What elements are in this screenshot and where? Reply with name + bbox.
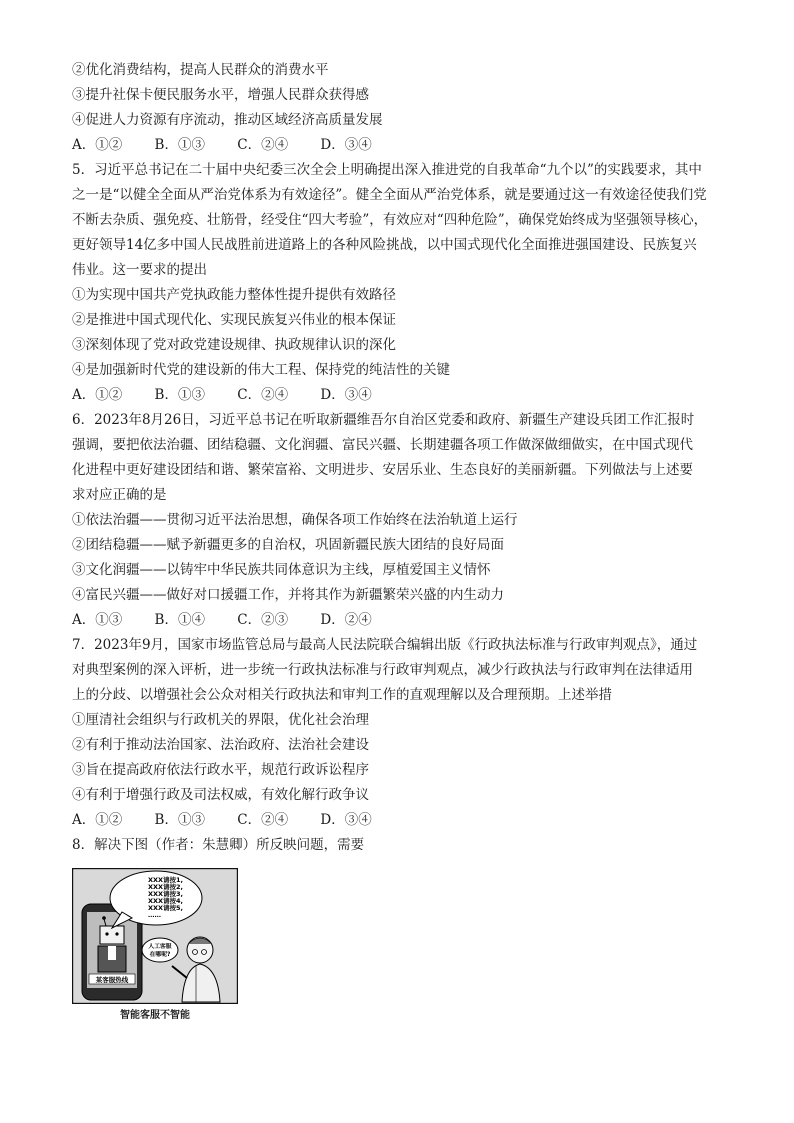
question-5	[72, 158, 732, 408]
q5-stem-line: 伟业。这一要求的提出	[72, 262, 207, 278]
q5-stem-line: 之一是“以健全全面从严治党体系为有效途径”。健全全面从严治党体系，就是要通过这一有效途径使我们党	[72, 187, 707, 203]
question-6	[72, 408, 732, 633]
choice-b: B．①③	[154, 812, 205, 828]
option-2: ②团结稳疆——赋予新疆更多的自治权，巩固新疆民族大团结的良好局面	[72, 537, 504, 553]
option-4: ④促进人力资源有序流动，推动区域经济高质量发展	[72, 112, 383, 128]
speech-line-3: XXX请按3,	[148, 890, 184, 898]
q4-choices	[72, 133, 732, 158]
q7-stem-line: 对典型案例的深入评析，进一步统一行政执法标准与行政审判观点，减少行政执法与行政审判在法律适用	[72, 662, 693, 678]
q7-stem-line: 上的分歧、以增强社会公众对相关行政执法和审判工作的直观理解以及合理预期。上述举措	[72, 687, 612, 703]
question-7	[72, 633, 732, 833]
q5-stem-line: 更好领导14亿多中国人民战胜前进道路上的各种风险挑战，以中国式现代化全面推进强国建设、民族复兴	[72, 237, 697, 253]
option-3: ③提升社保卡便民服务水平，增强人民群众获得感	[72, 87, 369, 103]
choice-a: A．①②	[72, 387, 123, 403]
q6-stem-line: 化进程中更好建设团结和谐、繁荣富裕、文明进步、安居乐业、生态良好的美丽新疆。下列做法与上述要	[72, 462, 693, 478]
choice-b: B．①③	[154, 137, 205, 153]
option-1: ①为实现中国共产党执政能力整体性提升提供有效路径	[72, 287, 396, 303]
q5-stem-line: 不断去杂质、强免疫、壮筋骨，经受住“四大考验”，有效应对“四种危险”，确保党始终成为坚强领导核心，	[72, 212, 708, 228]
q8-stem: 8．解决下图（作者：朱慧卿）所反映问题，需要	[72, 837, 365, 853]
option-1: ①依法治疆——贯彻习近平法治思想，确保各项工作始终在法治轨道上运行	[72, 512, 518, 528]
speech-line-1: XXX请按1,	[148, 876, 184, 884]
cartoon-figure	[72, 868, 238, 1021]
q6-stem-line: 强调，要把依法治疆、团结稳疆、文化润疆、富民兴疆、长期建疆各项工作做深做细做实，在中国式现代	[72, 437, 693, 453]
choice-d: D．③④	[320, 812, 372, 828]
speech-line-2: XXX请按2,	[148, 883, 184, 891]
exam-page	[72, 58, 732, 858]
person-bubble-line-1: 人工客服	[148, 944, 172, 950]
option-3: ③深刻体现了党对政党建设规律、执政规律认识的深化	[72, 337, 396, 353]
choice-b: B．①③	[154, 387, 205, 403]
option-2: ②优化消费结构，提高人民群众的消费水平	[72, 62, 329, 78]
cartoon-caption: 智能客服不智能	[120, 1010, 190, 1021]
choice-a: A．①②	[72, 812, 123, 828]
choice-a: A．①②	[72, 137, 123, 153]
choice-c: C．②④	[237, 812, 289, 828]
option-4: ④富民兴疆——做好对口援疆工作，并将其作为新疆繁荣兴盛的内生动力	[72, 587, 504, 603]
cartoon-image	[72, 868, 238, 1004]
option-3: ③旨在提高政府依法行政水平，规范行政诉讼程序	[72, 762, 369, 778]
q7-choices	[72, 808, 732, 833]
option-3: ③文化润疆——以铸牢中华民族共同体意识为主线，厚植爱国主义情怀	[72, 562, 491, 578]
person-bubble-line-2: 在哪呢?	[149, 952, 171, 958]
speech-line-4: XXX请按4,	[148, 897, 184, 905]
q6-stem-line: 6．2023年8月26日，习近平总书记在听取新疆维吾尔自治区党委和政府、新疆生产建设兵团工作汇报时	[72, 412, 695, 428]
option-2: ②有利于推动法治国家、法治政府、法治社会建设	[72, 737, 369, 753]
choice-b: B．①④	[154, 612, 205, 628]
q6-choices	[72, 608, 732, 633]
choice-d: D．③④	[320, 387, 372, 403]
option-4: ④是加强新时代党的建设新的伟大工程、保持党的纯洁性的关键	[72, 362, 450, 378]
q7-stem-line: 7．2023年9月，国家市场监管总局与最高人民法院联合编辑出版《行政执法标准与行政审判观点》，通过	[72, 637, 698, 653]
option-4: ④有利于增强行政及司法权威，有效化解行政争议	[72, 787, 369, 803]
choice-c: C．②④	[237, 387, 289, 403]
choice-c: C．②④	[237, 137, 289, 153]
q5-choices	[72, 383, 732, 408]
choice-d: D．③④	[320, 137, 372, 153]
choice-c: C．②③	[237, 612, 289, 628]
choice-d: D．②④	[320, 612, 372, 628]
q5-stem-line: 5．习近平总书记在二十届中央纪委三次全会上明确提出深入推进党的自我革命“九个以”的实践要求，其中	[72, 162, 702, 178]
option-1: ①厘清社会组织与行政机关的界限，优化社会治理	[72, 712, 369, 728]
q6-stem-line: 求对应正确的是	[72, 487, 167, 503]
speech-line-5: XXX请按5,	[148, 904, 184, 912]
q4-options	[72, 58, 732, 133]
option-2: ②是推进中国式现代化、实现民族复兴伟业的根本保证	[72, 312, 396, 328]
speech-line-6: ……	[148, 911, 161, 919]
phone-label: 某客服热线	[95, 976, 129, 984]
choice-a: A．①③	[72, 612, 123, 628]
